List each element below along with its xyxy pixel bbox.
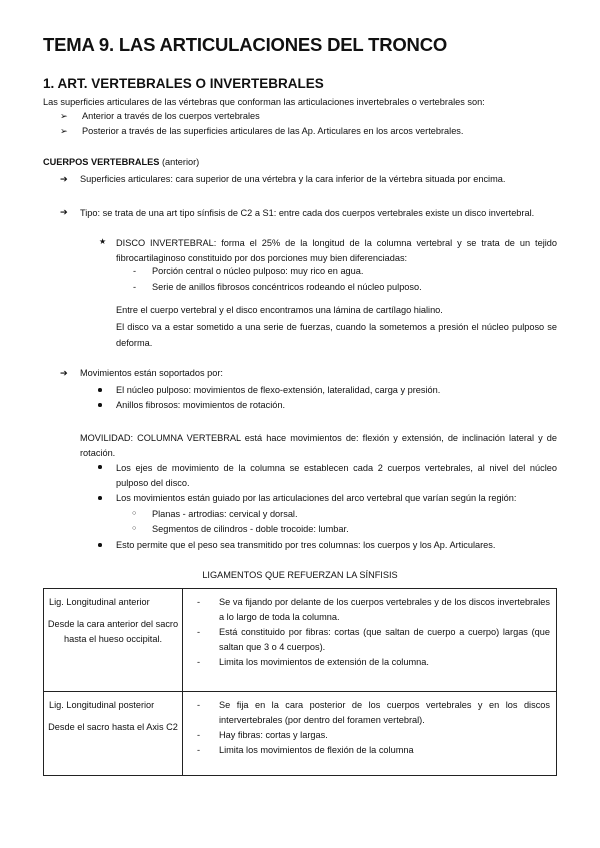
list-item: - Está constituido por fibras: cortas (que saltan de cuerpo a cuerpo) largas (que saltan que 3 o 4 cuerpos). xyxy=(197,627,550,652)
fuerzas-text: El disco va a estar sometido a una serie de fuerzas, cuando la sometemos a presión el núcleo pulposo se deforma. xyxy=(116,322,557,348)
list-item: Esto permite que el peso sea transmitido por tres columnas: los cuerpos y los Ap. Articulares. xyxy=(116,540,496,550)
list-item: - Hay fibras: cortas y largas. xyxy=(193,728,550,743)
ligament-name-cell xyxy=(44,692,183,776)
ligament-origin: Desde el sacro hasta el Axis C2 xyxy=(48,722,178,732)
arrowhead-bullet-icon: ➢ xyxy=(60,111,68,121)
arrow-bullet-icon: ➔ xyxy=(60,368,68,378)
bullet-icon xyxy=(98,403,102,407)
ligament-description-cell xyxy=(183,692,557,776)
disco-text: DISCO INVERTEBRAL: forma el 25% de la longitud de la columna vertebral y se trata de un tejido fibrocartilaginoso constituido por dos porciones muy bien diferenciadas: xyxy=(116,238,557,263)
list-item: Planas - artrodias: cervical y dorsal. xyxy=(152,509,298,519)
dash-bullet-icon: - xyxy=(133,266,137,276)
list-item: Porción central o núcleo pulposo: muy rico en agua. xyxy=(152,266,364,276)
table-row xyxy=(44,589,557,692)
dash-bullet-icon: - xyxy=(197,745,201,755)
superficies-text: Superficies articulares: cara superior de una vértebra y la cara inferior de la vértebra situada por encima. xyxy=(80,174,506,184)
ligament-description-cell xyxy=(183,589,557,692)
list-item: Segmentos de cilindros - doble trocoide: lumbar. xyxy=(152,524,349,534)
ligament-name-cell xyxy=(44,589,183,692)
dash-bullet-icon: - xyxy=(197,730,201,740)
subsection-heading xyxy=(43,156,199,168)
list-item: Anillos fibrosos: movimientos de rotación. xyxy=(116,400,286,410)
bullet-icon xyxy=(98,388,102,392)
list-item: Serie de anillos fibrosos concéntricos rodeando el núcleo pulposo. xyxy=(152,282,422,292)
list-item: - Limita los movimientos de flexión de la columna xyxy=(193,743,550,758)
subsection-heading-bold: CUERPOS VERTEBRALES xyxy=(43,157,160,167)
list-item: Posterior a través de las superficies articulares de las Ap. Articulares en los arcos vertebrales. xyxy=(82,126,464,136)
ligament-name: Lig. Longitudinal posterior xyxy=(49,700,155,710)
dash-bullet-icon: - xyxy=(133,282,137,292)
movimientos-text: Movimientos están soportados por: xyxy=(80,368,223,378)
ligament-name: Lig. Longitudinal anterior xyxy=(49,597,150,607)
dash-bullet-icon: - xyxy=(197,627,201,637)
hollow-bullet-icon: ○ xyxy=(132,510,137,517)
list-item: Anterior a través de los cuerpos vertebrales xyxy=(82,111,260,121)
list-item: Los movimientos están guiado por las articulaciones del arco vertebral que varían según la región: xyxy=(116,493,517,503)
arrowhead-bullet-icon: ➢ xyxy=(60,126,68,136)
arrow-bullet-icon: ➔ xyxy=(60,207,68,217)
page-title: TEMA 9. LAS ARTICULACIONES DEL TRONCO xyxy=(43,34,448,55)
list-item: - Limita los movimientos de extensión de la columna. xyxy=(193,655,550,670)
table-row xyxy=(44,692,557,776)
list-item: - Se fija en la cara posterior de los cuerpos vertebrales y en los discos intervertebrales (por dentro del foramen vertebral). xyxy=(197,700,550,725)
table-caption: LIGAMENTOS QUE REFUERZAN LA SÍNFISIS xyxy=(202,570,398,580)
list-item: El núcleo pulposo: movimientos de flexo-extensión, lateralidad, carga y presión. xyxy=(116,385,441,395)
lamina-text: Entre el cuerpo vertebral y el disco encontramos una lámina de cartílago hialino. xyxy=(116,305,443,315)
ligaments-table xyxy=(43,588,557,776)
hollow-bullet-icon: ○ xyxy=(132,525,137,532)
subsection-heading-rest: (anterior) xyxy=(159,157,200,167)
ligament-origin: Desde la cara anterior del sacro hasta el hueso occipital. xyxy=(47,619,179,644)
bullet-icon xyxy=(98,465,102,469)
intro-paragraph: Las superficies articulares de las vértebras que conforman las articulaciones invertebrales o vertebrales son: xyxy=(43,97,485,107)
dash-bullet-icon: - xyxy=(197,657,201,667)
bullet-icon xyxy=(98,496,102,500)
movilidad-text: MOVILIDAD: COLUMNA VERTEBRAL está hace movimientos de: flexión y extensión, de inclinación lateral y de rotación. xyxy=(80,433,557,458)
arrow-bullet-icon: ➔ xyxy=(60,174,68,184)
bullet-icon xyxy=(98,543,102,547)
section-heading: 1. ART. VERTEBRALES O INVERTEBRALES xyxy=(43,76,324,91)
dash-bullet-icon: - xyxy=(197,700,201,710)
tipo-text: Tipo: se trata de una art tipo sínfisis de C2 a S1: entre cada dos cuerpos vertebrales existe un disco invertebral. xyxy=(80,208,535,218)
list-item: Los ejes de movimiento de la columna se establecen cada 2 cuerpos vertebrales, al nivel del núcleo pulposo del disco. xyxy=(116,463,557,488)
dash-bullet-icon: - xyxy=(197,597,201,607)
star-bullet-icon: ★ xyxy=(99,237,107,246)
list-item: - Se va fijando por delante de los cuerpos vertebrales y de los discos invertebrales a lo largo de toda la columna. xyxy=(197,597,550,622)
